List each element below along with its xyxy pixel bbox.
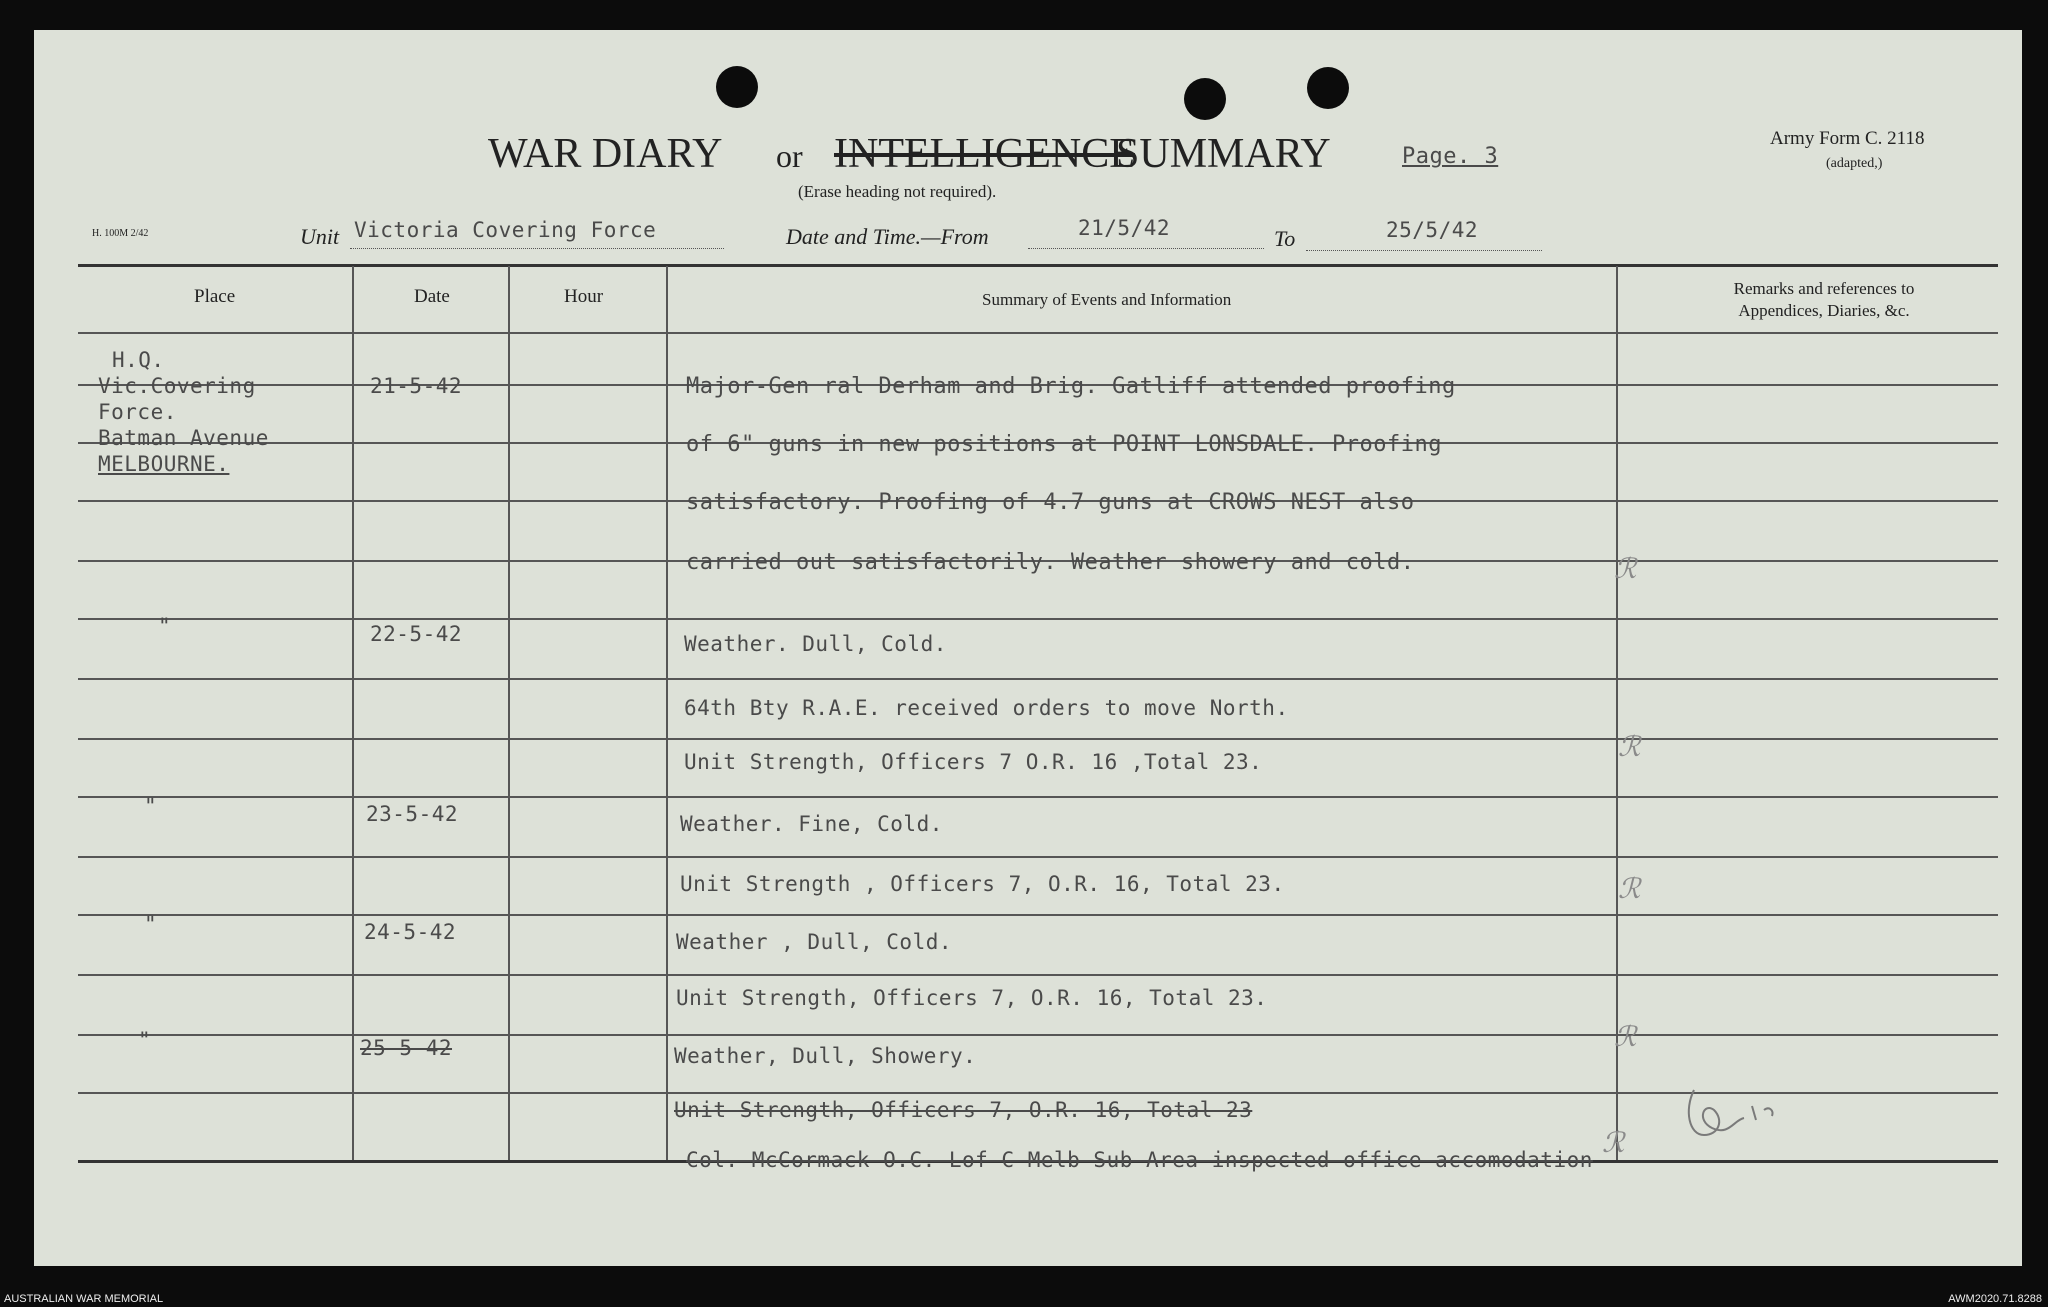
column-divider	[508, 266, 510, 1160]
place-force: Force.	[98, 400, 177, 424]
date-from-value: 21/5/42	[1078, 216, 1171, 240]
entry-line: Unit Strength, Officers 7, O.R. 16, Total 23.	[676, 986, 1268, 1010]
title-summary: SUMMARY	[1116, 131, 1331, 177]
punch-hole	[716, 66, 758, 108]
initials-mark: ℛ	[1618, 872, 1641, 905]
column-header-date: Date	[414, 286, 450, 307]
column-header-remarks	[1674, 278, 1974, 322]
date-entry: 22-5-42	[370, 622, 463, 646]
entry-line: Unit Strength, Officers 7, O.R. 16, Total 23	[674, 1098, 1253, 1122]
initials-mark: ℛ	[1602, 1126, 1625, 1159]
punch-hole	[1307, 67, 1349, 109]
entry-line: Weather, Dull, Showery.	[674, 1044, 977, 1068]
signature-mark	[1674, 1080, 1804, 1150]
initials-mark: ℛ	[1618, 730, 1641, 763]
date-to-value: 25/5/42	[1386, 218, 1479, 242]
footer-left: AUSTRALIAN WAR MEMORIAL	[4, 1293, 164, 1305]
punch-hole	[1184, 78, 1226, 120]
unit-value: Victoria Covering Force	[354, 218, 657, 242]
ditto-mark: "	[138, 1028, 152, 1052]
remarks-header-line2: Appendices, Diaries, &c.	[1738, 301, 1910, 320]
entry-line: Weather. Fine, Cold.	[680, 812, 943, 836]
entry-line: Col. McCormack O.C. Lof C Melb Sub Area inspected office accomodation	[686, 1148, 1593, 1172]
place-unit: Vic.Covering	[98, 374, 256, 398]
entry-line: satisfactory. Proofing of 4.7 guns at CROWS NEST also	[686, 490, 1415, 515]
diary-page	[34, 30, 2022, 1266]
date-entry: 25-5-42	[360, 1036, 453, 1060]
date-entry: 23-5-42	[366, 802, 459, 826]
column-divider	[666, 266, 668, 1160]
title-or: or	[776, 138, 803, 174]
date-time-label: Date and Time.—From	[786, 224, 989, 249]
page-number: Page. 3	[1402, 144, 1499, 169]
column-divider	[352, 266, 354, 1160]
entry-line: Weather , Dull, Cold.	[676, 930, 953, 954]
entry-line: Major-Gen ral Derham and Brig. Gatliff attended proofing	[686, 374, 1456, 399]
column-header-hour: Hour	[564, 286, 604, 307]
column-header-summary: Summary of Events and Information	[982, 290, 1232, 309]
footer-right: AWM2020.71.8288	[1948, 1293, 2042, 1305]
entry-line: Unit Strength , Officers 7, O.R. 16, Total 23.	[680, 872, 1285, 896]
ditto-mark: "	[158, 614, 172, 638]
entry-line: Unit Strength, Officers 7 O.R. 16 ,Total 23.	[684, 750, 1263, 774]
place-hq: H.Q.	[112, 348, 165, 372]
adapted-note: (adapted,)	[1826, 156, 1883, 171]
date-entry: 21-5-42	[370, 374, 463, 398]
entry-line: 64th Bty R.A.E. received orders to move North.	[684, 696, 1289, 720]
table-top-rule	[78, 264, 1998, 267]
place-city: MELBOURNE.	[98, 452, 230, 476]
entry-line: Weather. Dull, Cold.	[684, 632, 947, 656]
ditto-mark: "	[144, 912, 158, 936]
form-code: H. 100M 2/42	[92, 228, 149, 239]
to-label: To	[1274, 226, 1296, 251]
ditto-mark: "	[144, 794, 158, 818]
entry-line: of 6" guns in new positions at POINT LONSDALE. Proofing	[686, 432, 1442, 457]
place-street: Batman Avenue	[98, 426, 269, 450]
army-form-number: Army Form C. 2118	[1770, 128, 1925, 149]
unit-label: Unit	[300, 224, 340, 249]
initials-mark: ℛ	[1614, 552, 1637, 585]
entry-line: carried out satisfactorily. Weather showery and cold.	[686, 550, 1415, 575]
erase-note: (Erase heading not required).	[798, 182, 997, 201]
initials-mark: ℛ	[1614, 1020, 1637, 1053]
title-war-diary: WAR DIARY	[488, 131, 723, 177]
title-intelligence: INTELLIGENCE	[834, 131, 1135, 177]
remarks-header-line1: Remarks and references to	[1733, 279, 1915, 298]
date-entry: 24-5-42	[364, 920, 457, 944]
column-header-place: Place	[194, 286, 236, 307]
